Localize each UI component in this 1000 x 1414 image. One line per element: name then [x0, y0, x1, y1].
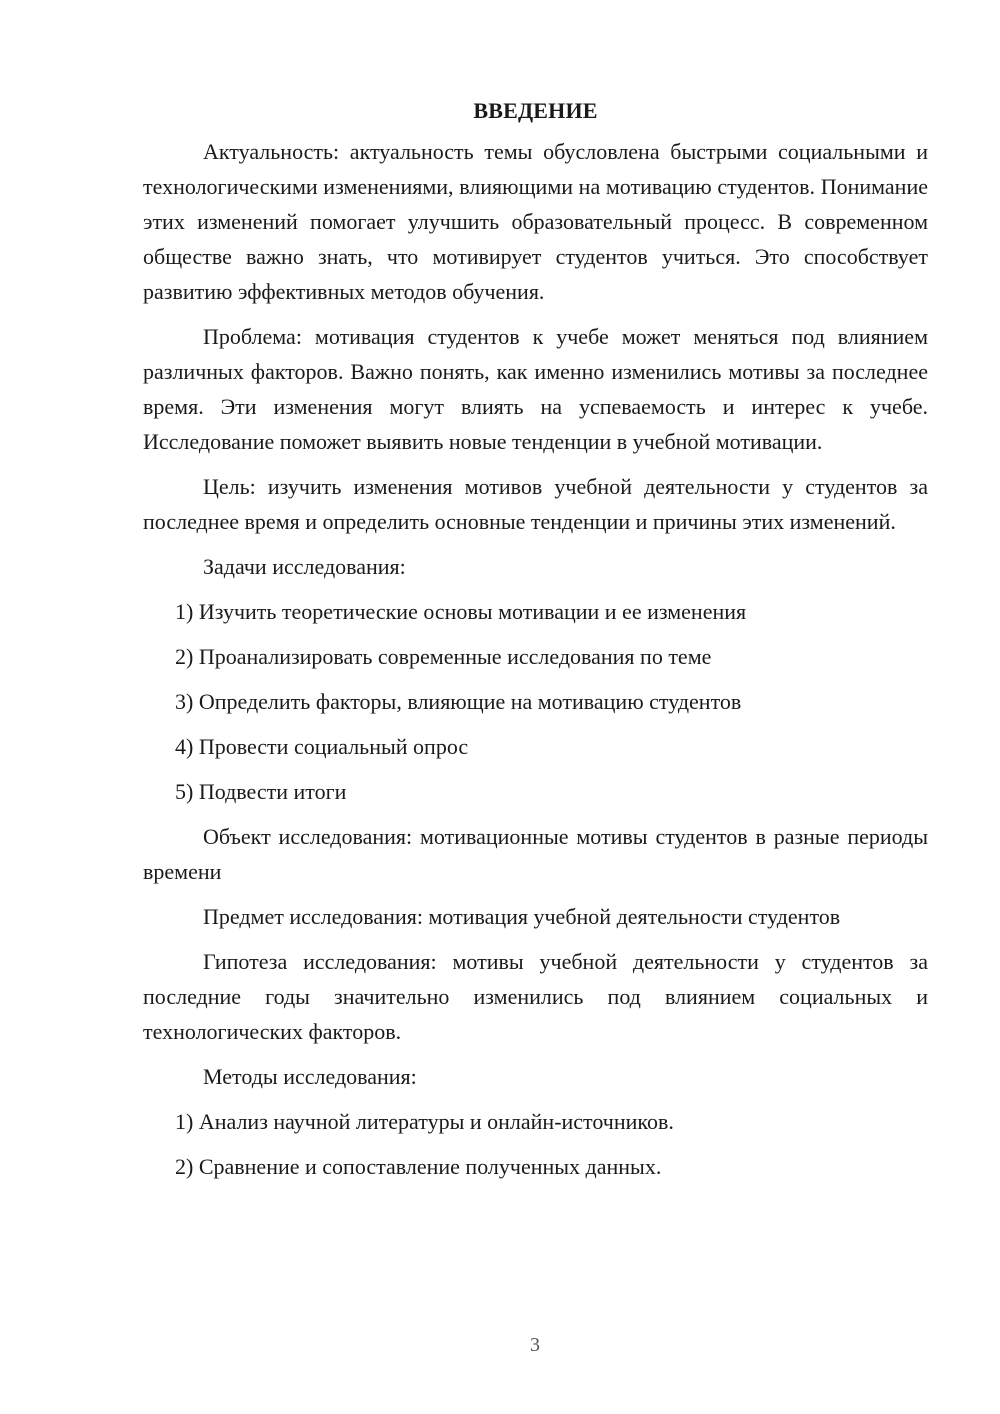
list-item: 1) Изучить теоретические основы мотивации и ее изменения [175, 599, 747, 624]
object-paragraph: Объект исследования: мотивационные мотивы студентов в разные периоды времени [143, 824, 928, 884]
methods-list [143, 1104, 928, 1184]
relevance-paragraph: Актуальность: актуальность темы обусловлена быстрыми социальными и технологическими изменениями, влияющими на мотивацию студентов. Понимание этих изменений помогает улучшить образовательный процесс. В современном обществе важно знать, что мотивирует студентов учиться. Это способствует развитию эффективных методов обучения. [143, 139, 928, 304]
list-item: 3) Определить факторы, влияющие на мотивацию студентов [175, 689, 742, 714]
problem-paragraph: Проблема: мотивация студентов к учебе может меняться под влиянием различных факторов. Важно понять, как именно изменились мотивы за последнее время. Эти изменения могут влиять на успеваемость и интерес к учебе. Исследование поможет выявить новые тенденции в учебной мотивации. [143, 324, 928, 454]
list-item: 5) Подвести итоги [175, 779, 347, 804]
document-page [143, 96, 928, 1194]
list-item: 2) Проанализировать современные исследования по теме [175, 644, 712, 669]
tasks-list [143, 594, 928, 809]
methods-heading: Методы исследования: [203, 1064, 417, 1089]
goal-paragraph: Цель: изучить изменения мотивов учебной деятельности у студентов за последнее время и определить основные тенденции и причины этих изменений. [143, 474, 928, 534]
page-title: ВВЕДЕНИЕ [473, 98, 598, 123]
list-item: 4) Провести социальный опрос [175, 734, 469, 759]
subject-paragraph: Предмет исследования: мотивация учебной деятельности студентов [203, 904, 841, 929]
hypothesis-paragraph: Гипотеза исследования: мотивы учебной деятельности у студентов за последние годы значительно изменились под влиянием социальных и технологических факторов. [143, 949, 928, 1044]
list-item: 1) Анализ научной литературы и онлайн-источников. [175, 1109, 674, 1134]
page-number: 3 [530, 1334, 540, 1356]
tasks-heading: Задачи исследования: [203, 554, 406, 579]
list-item: 2) Сравнение и сопоставление полученных данных. [175, 1154, 662, 1179]
